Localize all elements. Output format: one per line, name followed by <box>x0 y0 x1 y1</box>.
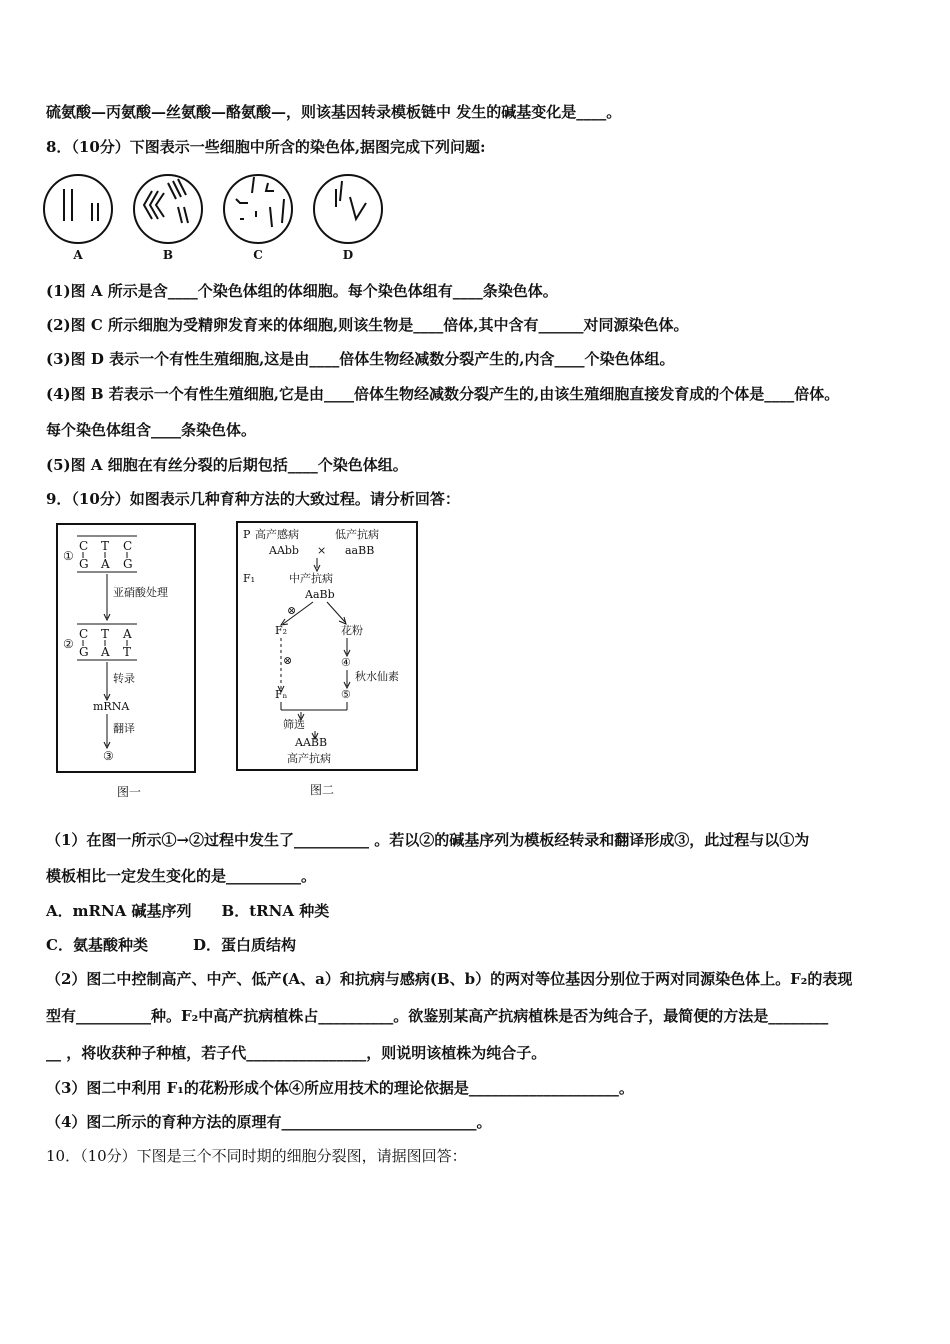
cell-d <box>314 175 382 243</box>
base-bottom-3: G <box>123 557 133 571</box>
figure-one-mutation <box>55 522 205 777</box>
genotype-aabb-final: AABB <box>295 736 328 749</box>
transcription-label: 转录 <box>113 672 135 685</box>
text-line-previous-answer: 硫氨酸—丙氨酸—丝氨酸—酪氨酸—，则该基因转录模板链中 发生的碱基变化是____。 <box>46 103 622 121</box>
question-8-4a: (4)图 B 若表示一个有性生殖细胞,它是由____倍体生物经减数分裂产生的,由该生殖细胞直接发育成的个体是____倍体。 <box>46 385 840 403</box>
options-c-d: C．氨基酸种类 D．蛋白质结构 <box>46 936 296 954</box>
base-top-3: C <box>123 539 133 553</box>
high-res-label: 高产抗病 <box>287 752 331 765</box>
p-label: P <box>243 528 251 541</box>
f2-label: F₂ <box>275 624 288 637</box>
genotype-aabb-2: aaBB <box>345 544 375 557</box>
mrna-label: mRNA <box>93 700 130 713</box>
selfing-2: ⊗ <box>283 654 293 667</box>
figure-two-caption: 图二 <box>310 783 335 797</box>
cell-c-label: C <box>253 248 263 262</box>
genotype-aabb-1: AAbb <box>269 544 299 557</box>
figure-one-caption: 图一 <box>117 785 142 799</box>
selfing-1: ⊗ <box>287 604 297 617</box>
cell-a-label: A <box>73 248 83 262</box>
translation-label: 翻译 <box>113 722 135 735</box>
circle-5: ⑤ <box>341 688 351 701</box>
circle-1: ① <box>63 549 74 563</box>
f1-label: F₁ <box>243 572 256 585</box>
question-9-3: （3）图二中利用 F₁的花粉形成个体④所应用技术的理论依据是____________________。 <box>46 1079 634 1097</box>
colchicine-label: 秋水仙素 <box>355 670 399 683</box>
mid-res-label: 中产抗病 <box>289 572 333 585</box>
base-bottom-1b: G <box>79 645 89 659</box>
cell-a <box>44 175 112 243</box>
figure-two-breeding <box>235 520 420 775</box>
circle-3: ③ <box>103 749 114 763</box>
cell-b-label: B <box>162 248 174 262</box>
question-8-1: (1)图 A 所示是含____个染色体组的体细胞。每个染色体组有____条染色体。 <box>46 282 558 300</box>
low-res-label: 低产抗病 <box>335 528 379 541</box>
circle-2: ② <box>63 637 74 651</box>
cross-sign: × <box>317 544 327 557</box>
question-9-2a: （2）图二中控制高产、中产、低产(A、a）和抗病与感病(B、b）的两对等位基因分别位于两对同源染色体上。F₂的表现 <box>46 970 853 988</box>
high-sick-label: 高产感病 <box>255 528 299 541</box>
question-9-1b: 模板相比一定发生变化的是__________。 <box>46 867 317 885</box>
base-bottom-2b: A <box>101 645 110 659</box>
base-top-1: C <box>79 539 89 553</box>
options-a-b: A．mRNA 碱基序列 B．tRNA 种类 <box>46 902 330 920</box>
genotype-aabb-3: AaBb <box>305 588 335 601</box>
question-9-2b: 型有__________种。F₂中高产抗病植株占__________。欲鉴别某高产抗病植株是否为纯合子，最简便的方法是________ <box>46 1007 829 1025</box>
question-10-title: 10．（10分）下图是三个不同时期的细胞分裂图，请据图回答： <box>46 1147 467 1165</box>
question-8-3: (3)图 D 表示一个有性生殖细胞,这是由____倍体生物经减数分裂产生的,内含____个染色体组。 <box>46 350 675 368</box>
base-top-2: T <box>101 539 110 553</box>
question-8-5: (5)图 A 细胞在有丝分裂的后期包括____个染色体组。 <box>46 456 408 474</box>
circle-4: ④ <box>341 656 351 669</box>
base-bottom-2: A <box>101 557 110 571</box>
cell-c <box>224 175 292 243</box>
cell-d-label: D <box>342 248 354 262</box>
chromosome-cells-figure <box>40 167 400 265</box>
base-top-3b: A <box>123 627 132 641</box>
question-9-2c: __ ，将收获种子种植，若子代________________，则说明该植株为纯合子。 <box>46 1044 547 1062</box>
base-bottom-1: G <box>79 557 89 571</box>
pollen-label: 花粉 <box>341 624 363 637</box>
question-8-2: (2)图 C 所示细胞为受精卵发育来的体细胞,则该生物是____倍体,其中含有______对同源染色体。 <box>46 316 689 334</box>
fn-label: Fₙ <box>275 688 288 701</box>
question-9-1a: （1）在图一所示①→②过程中发生了__________ 。若以②的碱基序列为模板经转录和翻译形成③，此过程与以①为 <box>46 831 810 849</box>
question-9-title: 9．（10分）如图表示几种育种方法的大致过程。请分析回答： <box>46 490 460 508</box>
base-bottom-3b: T <box>123 645 132 659</box>
screen-label: 筛选 <box>283 718 305 731</box>
nitrous-acid-label: 亚硝酸处理 <box>113 586 168 599</box>
question-8-title: 8．（10分）下图表示一些细胞中所含的染色体,据图完成下列问题: <box>46 138 486 156</box>
question-9-4: （4）图二所示的育种方法的原理有__________________________。 <box>46 1113 492 1131</box>
base-top-1b: C <box>79 627 89 641</box>
base-top-2b: T <box>101 627 110 641</box>
question-8-4b: 每个染色体组含____条染色体。 <box>46 421 257 439</box>
